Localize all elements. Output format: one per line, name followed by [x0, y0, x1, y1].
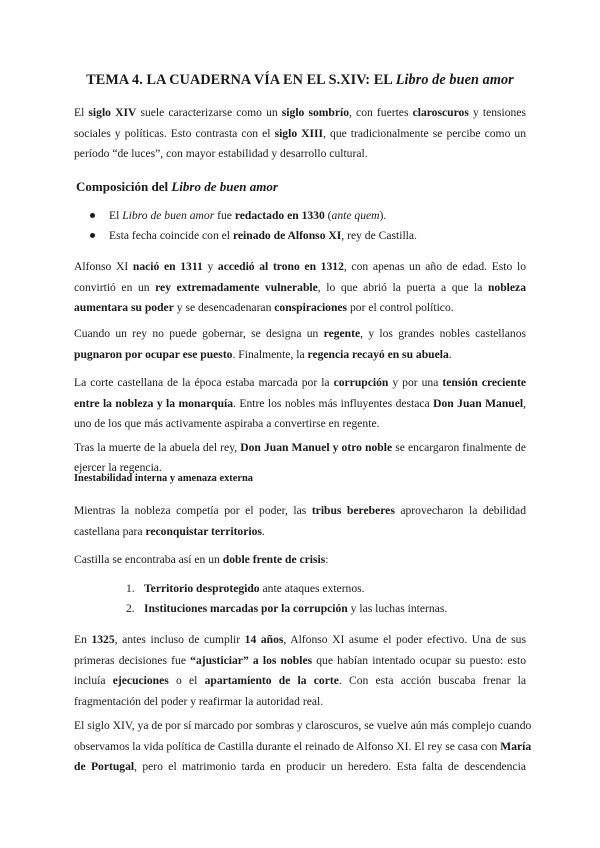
text-run: Mientras la nobleza competía por el poder, las — [74, 504, 312, 517]
bold-run: María — [500, 739, 532, 753]
text-run: castellana para — [74, 524, 146, 538]
text-run: suele caracterizarse como un — [136, 106, 282, 119]
italic-run: Libro de buen amor — [122, 209, 215, 222]
text-run: se encargaron finalmente de — [392, 441, 526, 454]
text-run: aprovecharon la debilidad — [394, 504, 526, 517]
text-run: , lo que abrió la puerta a que la — [317, 280, 488, 294]
text-run: incluía — [74, 674, 113, 687]
text-run: , que tradicionalmente se percibe como un — [323, 126, 527, 140]
bold-run: apartamiento de la corte — [204, 674, 339, 687]
text-run: convirtió en un — [74, 280, 156, 294]
text-run: y se desencadenaran — [173, 301, 275, 314]
text-run: Esta fecha coincide con el — [109, 229, 233, 242]
numbered-item: 1. Territorio desprotegido ante ataques externos. — [126, 582, 365, 595]
text-line — [74, 438, 526, 458]
text-run: primeras decisiones fue — [74, 653, 191, 667]
paragraph-regente — [74, 324, 526, 365]
text-run: , y los grandes nobles castellanos — [360, 327, 526, 340]
text-run: ). — [379, 209, 387, 222]
text-run: , antes incluso de cumplir — [114, 633, 245, 646]
text-run: Tras la muerte de la abuela del rey, — [74, 441, 241, 454]
section-heading: Composición del Libro de buen amor — [76, 179, 278, 194]
bullet-dot-icon — [90, 233, 95, 238]
subheading: Inestabilidad interna y amenaza externa — [74, 473, 253, 484]
paragraph-crisis — [74, 550, 526, 571]
text-line — [74, 298, 526, 319]
document-title: TEMA 4. LA CUADERNA VÍA EN EL S.XIV: EL Libro de buen amor — [86, 72, 514, 88]
text-run: , rey de Castilla. — [341, 229, 417, 242]
text-run: observamos la vida política de Castilla durante el reinado de Alfonso XI. El rey se casa con — [74, 739, 501, 753]
text-line — [74, 737, 532, 758]
text-run: y las luchas internas. — [347, 602, 448, 615]
bold-run: rey extremadamente vulnerable — [155, 280, 318, 294]
text-line — [74, 124, 526, 145]
bold-run: nobleza — [487, 280, 526, 294]
text-line — [74, 522, 526, 543]
bold-run: Don Juan Manuel y otro noble — [240, 441, 393, 454]
text-line — [74, 278, 526, 299]
text-run: . — [448, 347, 452, 361]
bold-run: tensión creciente — [442, 376, 526, 389]
bold-run: de Portugal — [74, 760, 135, 773]
text-run: ( — [324, 209, 332, 222]
text-line — [74, 144, 526, 165]
text-run: Alfonso XI — [74, 260, 133, 273]
bold-run: doble frente de crisis — [222, 553, 326, 566]
bold-run: 14 años — [244, 633, 284, 646]
text-line — [74, 501, 526, 522]
text-line — [74, 257, 526, 278]
bold-run: Territorio desprotegido — [144, 582, 260, 595]
text-run: , Alfonso XI asume el poder efectivo. Una de sus — [283, 633, 526, 646]
text-run: ante ataques externos. — [259, 582, 365, 595]
text-run: y por una — [388, 376, 443, 389]
text-run: sociales y políticas. Esto contrasta con el — [74, 126, 275, 140]
bullet-item — [90, 229, 417, 242]
text-run: , con fuertes — [349, 106, 413, 119]
text-line — [74, 414, 526, 435]
text-line — [74, 630, 526, 651]
bold-run: pugnaron por ocupar ese puesto — [74, 347, 233, 361]
text-run: El — [109, 209, 123, 222]
bold-run: reinado de Alfonso XI — [232, 229, 342, 242]
bold-run: Instituciones marcadas por la corrupción — [144, 602, 348, 615]
text-line — [74, 394, 526, 415]
text-run: . Entre los nobles más influyentes destaca — [233, 396, 434, 410]
paragraph-regencia — [74, 438, 526, 478]
text-run: Castilla se encontraba así en un — [74, 553, 223, 566]
text-line — [74, 324, 526, 345]
bold-run: 1325 — [91, 633, 115, 646]
text-run: . — [261, 524, 265, 538]
text-run: o el — [168, 674, 205, 687]
text-run: período “de luces”, con mayor estabilidad y desarrollo cultural. — [74, 147, 368, 160]
bold-run: accedió al trono en 1312 — [217, 260, 344, 273]
text-run: . Con esta acción buscaba frenar la — [338, 674, 527, 687]
text-run: que habían intentado ocupar su puesto: esto — [312, 653, 527, 667]
bold-run: regencia recayó en su abuela — [307, 347, 449, 361]
bold-run: claroscuros — [412, 106, 469, 119]
italic-run: ante quem — [331, 209, 380, 222]
text-run: ejercer la regencia. — [74, 461, 162, 474]
text-run: . Finalmente, la — [232, 347, 308, 361]
text-run: , pero el matrimonio tarda en producir un heredero. Esta falta de descendencia — [134, 760, 526, 773]
paragraph-alfonso — [74, 257, 526, 319]
text-run: y tensiones — [468, 106, 526, 119]
text-run: por el control político. — [347, 301, 454, 314]
text-line — [74, 373, 526, 394]
bold-run: reconquistar territorios — [145, 524, 262, 538]
bullet-dot-icon — [90, 213, 95, 218]
text-line — [74, 671, 526, 692]
bold-run: ejecuciones — [112, 674, 169, 687]
text-run: El siglo XIV, ya de por sí marcado por sombras y claroscuros, se vuelve aún más complejo cuando — [74, 719, 532, 732]
paragraph-intro — [74, 103, 526, 165]
bold-run: redactado en 1330 — [234, 209, 325, 222]
text-line — [74, 692, 526, 713]
bold-run: siglo XIII — [274, 126, 324, 140]
text-run: : — [325, 553, 329, 566]
title-italic: Libro de buen amor — [395, 72, 514, 88]
text-run: y — [202, 260, 218, 273]
text-line — [74, 550, 526, 571]
text-run: Cuando un rey no puede gobernar, se designa un — [74, 327, 324, 340]
paragraph-bereberes — [74, 501, 526, 542]
bold-run: aumentara su poder — [74, 301, 174, 314]
bold-run: siglo XIV — [88, 106, 137, 119]
paragraph-siglo-xiv — [74, 716, 532, 778]
bold-run: “ajusticiar” a los nobles — [190, 653, 313, 667]
paragraph-corte — [74, 373, 526, 435]
bold-run: corrupción — [333, 376, 389, 389]
text-run: El — [74, 106, 89, 119]
text-run: En — [74, 633, 92, 646]
text-run: La corte castellana de la época estaba marcada por la — [74, 376, 334, 389]
text-run: uno de los que más activamente aspiraba a convertirse en regente. — [74, 417, 380, 430]
bullet-item — [90, 209, 386, 222]
text-line — [74, 103, 526, 124]
bold-run: Don Juan Manuel — [433, 396, 524, 410]
text-line — [74, 345, 526, 366]
text-run: fue — [214, 209, 235, 222]
text-line — [74, 651, 526, 672]
bold-run: conspiraciones — [274, 301, 348, 314]
bold-run: tribus bereberes — [311, 504, 395, 517]
text-run: , con apenas un año de edad. Esto lo — [343, 260, 527, 273]
bold-run: entre la nobleza y la monarquía — [74, 396, 234, 410]
numbered-item: 2. Instituciones marcadas por la corrupción y las luchas internas. — [126, 602, 448, 615]
section-heading-italic: Libro de buen amor — [171, 179, 278, 194]
text-run: fragmentación del poder y reafirmar la autoridad real. — [74, 694, 324, 708]
paragraph-1325 — [74, 630, 526, 712]
bold-run: nació en 1311 — [132, 260, 203, 273]
text-line — [74, 716, 532, 737]
text-line — [74, 757, 526, 778]
bold-run: siglo sombrío — [281, 106, 350, 119]
bold-run: regente — [323, 327, 361, 340]
text-run: , — [523, 396, 526, 410]
